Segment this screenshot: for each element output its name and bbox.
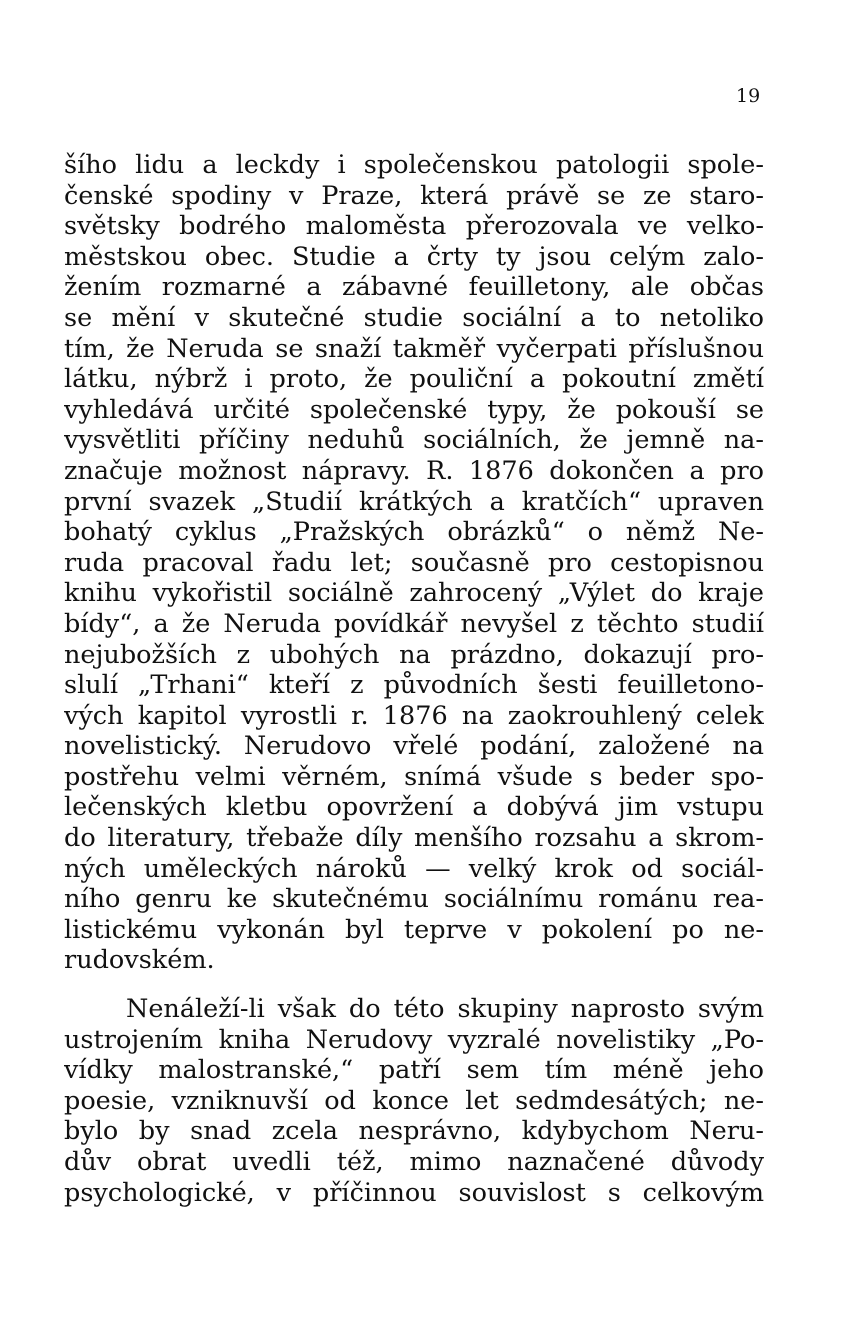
text-line: ního genru ke skutečnému sociálnímu románu rea-	[64, 884, 764, 915]
text-line: městskou obec. Studie a črty ty jsou celým zalo-	[64, 241, 764, 272]
text-line: psychologické, v příčinnou souvislost s celkovým	[64, 1177, 764, 1208]
body-text	[64, 150, 764, 1208]
text-line: vých kapitol vyrostli r. 1876 na zaokrouhlený celek	[64, 700, 764, 731]
paragraph-1	[64, 150, 764, 976]
text-line: vídky malostranské,“ patří sem tím méně jeho	[64, 1055, 764, 1086]
text-line: ruda pracoval řadu let; současně pro cestopisnou	[64, 547, 764, 578]
page-number: 19	[736, 85, 761, 107]
text-line: vysvětliti příčiny neduhů sociálních, že jemně na-	[64, 425, 764, 456]
text-line: se mění v skutečné studie sociální a to netoliko	[64, 302, 764, 333]
text-line: Nenáleží-li však do této skupiny naprosto svým	[126, 994, 764, 1025]
text-line: ných uměleckých nároků — velký krok od sociál-	[64, 853, 764, 884]
text-line: poesie, vzniknuvší od konce let sedmdesátých; ne-	[64, 1085, 764, 1116]
text-line: bohatý cyklus „Pražských obrázků“ o němž Ne-	[64, 517, 764, 548]
text-line: dův obrat uvedli též, mimo naznačené důvody	[64, 1147, 764, 1177]
text-line: postřehu velmi věrném, snímá všude s beder spo-	[64, 761, 764, 792]
text-line: listickému vykonán byl teprve v pokolení po ne-	[64, 914, 764, 945]
text-line: bídy“, a že Neruda povídkář nevyšel z těchto studií	[64, 608, 764, 639]
text-line: bylo by snad zcela nesprávno, kdybychom Neru-	[64, 1116, 764, 1147]
text-line: žením rozmarné a zábavné feuilletony, ale občas	[64, 272, 764, 303]
text-line: slulí „Trhani“ kteří z původních šesti feuilletono-	[64, 670, 764, 701]
text-line: šího lidu a leckdy i společenskou patologii spole-	[64, 150, 764, 180]
text-line: novelistický. Nerudovo vřelé podání, založené na	[64, 731, 764, 762]
text-line: vyhledává určité společenské typy, že pokouší se	[64, 394, 764, 425]
text-line: první svazek „Studií krátkých a kratčích“ upraven	[64, 486, 764, 517]
text-line: tím, že Neruda se snaží takměř vyčerpati příslušnou	[64, 333, 764, 364]
paragraph-gap	[64, 976, 764, 994]
text-line: látku, nýbrž i proto, že pouliční a pokoutní změtí	[64, 364, 764, 395]
text-line: světsky bodrého maloměsta přerozovala ve velko-	[64, 211, 764, 242]
text-line: lečenských kletbu opovržení a dobývá jim vstupu	[64, 792, 764, 823]
text-line: značuje možnost nápravy. R. 1876 dokončen a pro	[64, 455, 764, 486]
text-line: ustrojením kniha Nerudovy vyzralé novelistiky „Po-	[64, 1024, 764, 1055]
text-line: do literatury, třebaže díly menšího rozsahu a skrom-	[64, 823, 764, 854]
text-line: čenské spodiny v Praze, která právě se ze staro-	[64, 180, 764, 211]
text-line: rudovském.	[64, 945, 215, 976]
text-line: knihu vykořistil sociálně zahrocený „Výlet do kraje	[64, 578, 764, 609]
text-line: nejubožších z ubohých na prázdno, dokazují pro-	[64, 639, 764, 670]
paragraph-2	[64, 994, 764, 1208]
